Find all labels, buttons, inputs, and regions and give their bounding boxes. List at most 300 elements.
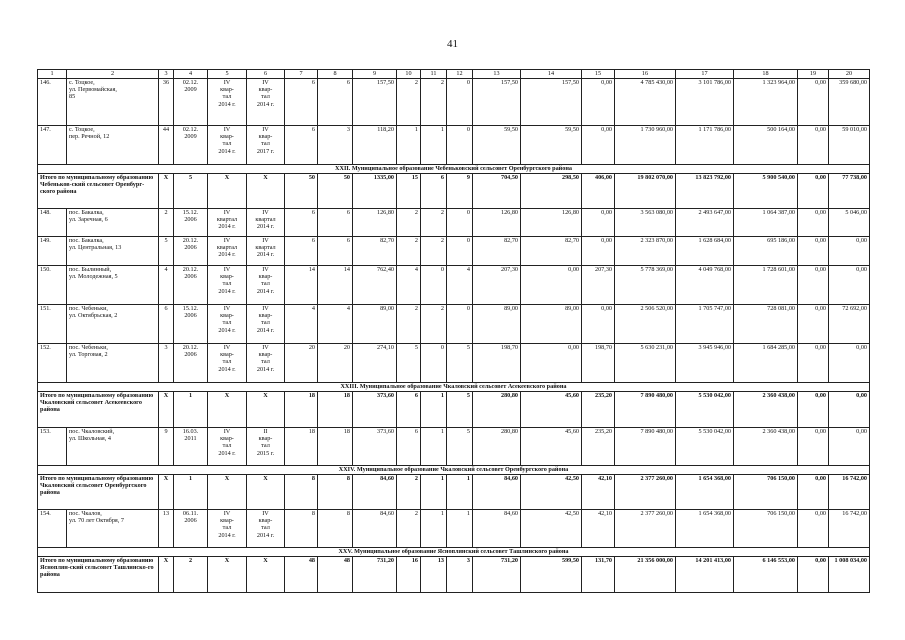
table-cell: 2 bbox=[397, 209, 421, 237]
table-cell: IV квар- тал 2014 г. bbox=[247, 305, 285, 344]
table-row bbox=[38, 126, 870, 165]
section-heading-row bbox=[38, 466, 870, 475]
total-cell: 706 150,00 bbox=[734, 475, 798, 510]
table-cell: 15.12. 2006 bbox=[174, 305, 208, 344]
table-cell: 6 bbox=[318, 237, 353, 266]
table-cell: IV квар- тал 2014 г. bbox=[208, 126, 247, 165]
total-cell: Х bbox=[208, 174, 247, 209]
total-row bbox=[38, 557, 870, 593]
section-heading: XXIV. Муниципальное образование Чкаловский сельсовет Оренбургского района bbox=[38, 466, 870, 475]
table-row bbox=[38, 209, 870, 237]
total-label: Итого по муниципальному образованию Чебеньков-ский сельсовет Оренбург-ского района bbox=[38, 174, 159, 209]
table-cell: 0,00 bbox=[521, 344, 582, 383]
table-cell: 7 890 480,00 bbox=[615, 428, 676, 466]
table-cell: 36 bbox=[159, 79, 174, 126]
table-cell: 0 bbox=[447, 209, 473, 237]
section-heading: XXII. Муниципальное образование Чебеньковский сельсовет Оренбургского района bbox=[38, 165, 870, 174]
total-cell: 21 356 000,00 bbox=[615, 557, 676, 593]
table-cell: IV квар- тал 2014 г. bbox=[208, 305, 247, 344]
table-cell: 2 323 870,00 bbox=[615, 237, 676, 266]
total-row bbox=[38, 392, 870, 428]
total-cell: Х bbox=[208, 392, 247, 428]
header-cell: 18 bbox=[734, 70, 798, 79]
table-cell: 0,00 bbox=[798, 305, 829, 344]
table-cell: 72 692,00 bbox=[829, 305, 870, 344]
header-cell: 16 bbox=[615, 70, 676, 79]
section-heading-row bbox=[38, 383, 870, 392]
table-cell: 5 bbox=[397, 344, 421, 383]
total-cell: 0,00 bbox=[798, 392, 829, 428]
table-cell: 126,80 bbox=[521, 209, 582, 237]
table-cell: 8 bbox=[318, 510, 353, 548]
total-cell: 7 890 480,00 bbox=[615, 392, 676, 428]
total-cell: 599,50 bbox=[521, 557, 582, 593]
table-cell: 16 742,00 bbox=[829, 510, 870, 548]
total-cell: 8 bbox=[318, 475, 353, 510]
header-cell: 5 bbox=[208, 70, 247, 79]
total-cell: 298,50 bbox=[521, 174, 582, 209]
table-cell: 1 bbox=[447, 510, 473, 548]
section-heading-row bbox=[38, 548, 870, 557]
section-heading: XXV. Муниципальное образование Ясноплянский сельсовет Ташлинского района bbox=[38, 548, 870, 557]
row-number: 146. bbox=[38, 79, 67, 126]
total-cell: 731,20 bbox=[353, 557, 397, 593]
total-cell: 704,50 bbox=[473, 174, 521, 209]
total-cell: 0,00 bbox=[798, 475, 829, 510]
total-row bbox=[38, 475, 870, 510]
table-cell: 3 563 080,00 bbox=[615, 209, 676, 237]
total-cell: 5 bbox=[174, 174, 208, 209]
table-cell: IV квартал 2014 г. bbox=[208, 209, 247, 237]
table-cell: 0,00 bbox=[582, 126, 615, 165]
table-row bbox=[38, 510, 870, 548]
table-cell: 14 bbox=[318, 266, 353, 305]
header-cell: 14 bbox=[521, 70, 582, 79]
table-cell: 82,70 bbox=[353, 237, 397, 266]
table-cell: 9 bbox=[159, 428, 174, 466]
table-cell: 1 171 786,00 bbox=[676, 126, 734, 165]
row-number: 152. bbox=[38, 344, 67, 383]
total-cell: 77 738,00 bbox=[829, 174, 870, 209]
table-cell: II квар- тал 2015 г. bbox=[247, 428, 285, 466]
table-cell: 0,00 bbox=[521, 266, 582, 305]
total-cell: Х bbox=[159, 557, 174, 593]
table-cell: 20 bbox=[318, 344, 353, 383]
total-cell: 406,00 bbox=[582, 174, 615, 209]
total-cell: 42,50 bbox=[521, 475, 582, 510]
table-row bbox=[38, 344, 870, 383]
table-cell: 126,80 bbox=[473, 209, 521, 237]
total-cell: 16 742,00 bbox=[829, 475, 870, 510]
table-cell: 6 bbox=[397, 428, 421, 466]
table-cell: 2 bbox=[397, 237, 421, 266]
table-row bbox=[38, 79, 870, 126]
table-cell: 2 493 647,00 bbox=[676, 209, 734, 237]
table-cell: 02.12. 2009 bbox=[174, 126, 208, 165]
table-cell: 0,00 bbox=[829, 266, 870, 305]
table-cell: 20.12. 2006 bbox=[174, 237, 208, 266]
header-cell: 20 bbox=[829, 70, 870, 79]
table-cell: IV квар- тал 2014 г. bbox=[208, 510, 247, 548]
total-cell: Х bbox=[247, 392, 285, 428]
table-cell: 8 bbox=[285, 510, 318, 548]
table-body bbox=[38, 70, 870, 593]
table-cell: 0,00 bbox=[798, 79, 829, 126]
table-cell: 0 bbox=[447, 126, 473, 165]
table-cell: 2 377 260,00 bbox=[615, 510, 676, 548]
table-cell: 20.12. 2006 bbox=[174, 266, 208, 305]
total-cell: 1335,00 bbox=[353, 174, 397, 209]
table-cell: 3 bbox=[159, 344, 174, 383]
table-cell: 1 684 285,00 bbox=[734, 344, 798, 383]
table-cell: 4 bbox=[447, 266, 473, 305]
header-cell: 3 bbox=[159, 70, 174, 79]
table-cell: 5 046,00 bbox=[829, 209, 870, 237]
header-row bbox=[38, 70, 870, 79]
total-cell: 45,60 bbox=[521, 392, 582, 428]
table-cell: 2 360 438,00 bbox=[734, 428, 798, 466]
table-cell: 89,00 bbox=[473, 305, 521, 344]
table-cell: 4 bbox=[318, 305, 353, 344]
total-cell: 1 bbox=[421, 392, 447, 428]
table-cell: 84,60 bbox=[473, 510, 521, 548]
table-cell: 82,70 bbox=[521, 237, 582, 266]
table-cell: 198,70 bbox=[582, 344, 615, 383]
table-cell: 4 049 768,00 bbox=[676, 266, 734, 305]
total-cell: 5 900 540,00 bbox=[734, 174, 798, 209]
table-cell: 762,40 bbox=[353, 266, 397, 305]
table-cell: IV квартал 2014 г. bbox=[247, 237, 285, 266]
section-heading-row bbox=[38, 165, 870, 174]
total-cell: 18 bbox=[285, 392, 318, 428]
table-cell: 2 bbox=[159, 209, 174, 237]
table-cell: 0,00 bbox=[582, 305, 615, 344]
table-cell: 118,20 bbox=[353, 126, 397, 165]
table-cell: 44 bbox=[159, 126, 174, 165]
total-cell: 2 360 438,00 bbox=[734, 392, 798, 428]
table-cell: 6 bbox=[285, 126, 318, 165]
table-cell: 20.12. 2006 bbox=[174, 344, 208, 383]
table-cell: 18 bbox=[318, 428, 353, 466]
table-cell: 1 654 368,00 bbox=[676, 510, 734, 548]
total-cell: 731,20 bbox=[473, 557, 521, 593]
total-cell: 42,10 bbox=[582, 475, 615, 510]
table-cell: 2 bbox=[421, 209, 447, 237]
table-cell: IV квартал 2014 г. bbox=[208, 237, 247, 266]
table-cell: 3 101 786,00 bbox=[676, 79, 734, 126]
table-cell: IV квар- тал 2014 г. bbox=[247, 79, 285, 126]
table-cell: 1 bbox=[421, 126, 447, 165]
table-cell: 13 bbox=[159, 510, 174, 548]
row-number: 147. bbox=[38, 126, 67, 165]
total-cell: 6 bbox=[397, 392, 421, 428]
total-cell: 131,70 bbox=[582, 557, 615, 593]
table-cell: 0,00 bbox=[798, 344, 829, 383]
table-cell: 0 bbox=[447, 305, 473, 344]
table-cell: 0,00 bbox=[798, 428, 829, 466]
table-cell: 4 bbox=[159, 266, 174, 305]
table-cell: IV квар- тал 2014 г. bbox=[247, 266, 285, 305]
table-cell: 14 bbox=[285, 266, 318, 305]
table-cell: 0,00 bbox=[798, 126, 829, 165]
table-cell: IV квар- тал 2014 г. bbox=[247, 344, 285, 383]
table-cell: 1 bbox=[421, 428, 447, 466]
header-cell: 10 bbox=[397, 70, 421, 79]
table-cell: 45,60 bbox=[521, 428, 582, 466]
section-heading: XXIII. Муниципальное образование Чкаловский сельсовет Асекеевского района bbox=[38, 383, 870, 392]
header-cell: 4 bbox=[174, 70, 208, 79]
table-cell: 1 705 747,00 bbox=[676, 305, 734, 344]
table-cell: 2 bbox=[397, 305, 421, 344]
total-cell: 48 bbox=[318, 557, 353, 593]
table-cell: 82,70 bbox=[473, 237, 521, 266]
table-cell: 0,00 bbox=[829, 428, 870, 466]
table-cell: 0 bbox=[447, 237, 473, 266]
total-cell: Х bbox=[208, 475, 247, 510]
total-cell: 1 654 368,00 bbox=[676, 475, 734, 510]
total-cell: 14 201 413,00 bbox=[676, 557, 734, 593]
total-cell: 1 bbox=[174, 392, 208, 428]
table-cell: 2 bbox=[421, 79, 447, 126]
row-number: 151. bbox=[38, 305, 67, 344]
table-cell: 207,30 bbox=[582, 266, 615, 305]
address-cell: пос. Бакалка, ул. Заречная, 6 bbox=[67, 209, 159, 237]
table-cell: 84,60 bbox=[353, 510, 397, 548]
table-cell: 198,70 bbox=[473, 344, 521, 383]
total-cell: 1 bbox=[421, 475, 447, 510]
table-cell: 2 bbox=[397, 79, 421, 126]
table-row bbox=[38, 237, 870, 266]
table-cell: 0 bbox=[447, 79, 473, 126]
table-cell: IV квар- тал 2014 г. bbox=[208, 428, 247, 466]
table-cell: 3 bbox=[318, 126, 353, 165]
header-cell: 9 bbox=[353, 70, 397, 79]
table-cell: 1 628 684,00 bbox=[676, 237, 734, 266]
total-cell: Х bbox=[247, 557, 285, 593]
row-number: 150. bbox=[38, 266, 67, 305]
total-cell: 235,20 bbox=[582, 392, 615, 428]
table-cell: IV квар- тал 2017 г. bbox=[247, 126, 285, 165]
total-cell: 2 377 260,00 bbox=[615, 475, 676, 510]
table-cell: 0,00 bbox=[798, 237, 829, 266]
total-cell: 3 bbox=[447, 557, 473, 593]
table-cell: 3 945 946,00 bbox=[676, 344, 734, 383]
header-cell: 1 bbox=[38, 70, 67, 79]
total-cell: 373,60 bbox=[353, 392, 397, 428]
table-cell: IV квар- тал 2014 г. bbox=[247, 510, 285, 548]
table-cell: 2 bbox=[397, 510, 421, 548]
table-cell: IV квар- тал 2014 г. bbox=[208, 266, 247, 305]
total-cell: 84,60 bbox=[473, 475, 521, 510]
row-number: 149. bbox=[38, 237, 67, 266]
total-cell: 2 bbox=[397, 475, 421, 510]
table-cell: 5 bbox=[447, 428, 473, 466]
table-cell: 0,00 bbox=[582, 79, 615, 126]
table-cell: 89,00 bbox=[521, 305, 582, 344]
table-cell: 06.11. 2006 bbox=[174, 510, 208, 548]
header-cell: 8 bbox=[318, 70, 353, 79]
total-cell: 13 bbox=[421, 557, 447, 593]
total-cell: Х bbox=[208, 557, 247, 593]
total-cell: 8 bbox=[285, 475, 318, 510]
table-cell: 1 728 601,00 bbox=[734, 266, 798, 305]
table-cell: 0 bbox=[421, 344, 447, 383]
table-cell: 2 bbox=[421, 237, 447, 266]
total-cell: 15 bbox=[397, 174, 421, 209]
page-number: 41 bbox=[447, 38, 458, 50]
table-cell: 5 778 369,00 bbox=[615, 266, 676, 305]
row-number: 154. bbox=[38, 510, 67, 548]
table-cell: 706 150,00 bbox=[734, 510, 798, 548]
table-cell: 2 bbox=[421, 305, 447, 344]
table-row bbox=[38, 266, 870, 305]
total-cell: 6 bbox=[421, 174, 447, 209]
address-cell: пос. Чебеньки, ул. Октябрьская, 2 bbox=[67, 305, 159, 344]
total-label: Итого по муниципальному образованию Ясноплян-ский сельсовет Ташлинско-го района bbox=[38, 557, 159, 593]
row-number: 153. bbox=[38, 428, 67, 466]
header-cell: 7 bbox=[285, 70, 318, 79]
table-cell: 157,50 bbox=[353, 79, 397, 126]
table-cell: 5 bbox=[159, 237, 174, 266]
address-cell: с. Тоцкое, ул. Первомайская, 85 bbox=[67, 79, 159, 126]
total-cell: 9 bbox=[447, 174, 473, 209]
address-cell: пос. Чкалов, ул. 70 лет Октября, 7 bbox=[67, 510, 159, 548]
address-cell: с. Тоцкое, пер. Речной, 12 bbox=[67, 126, 159, 165]
table-cell: 157,50 bbox=[473, 79, 521, 126]
table-cell: 59 010,00 bbox=[829, 126, 870, 165]
total-label: Итого по муниципальному образованию Чкаловский сельсовет Оренбургского района bbox=[38, 475, 159, 510]
table-cell: 42,50 bbox=[521, 510, 582, 548]
table-cell: 126,80 bbox=[353, 209, 397, 237]
table-cell: 5 530 042,00 bbox=[676, 428, 734, 466]
table-cell: 16.03. 2011 bbox=[174, 428, 208, 466]
table-cell: 0,00 bbox=[798, 266, 829, 305]
table-cell: 6 bbox=[285, 209, 318, 237]
table-cell: 695 186,00 bbox=[734, 237, 798, 266]
table-cell: IV квар- тал 2014 г. bbox=[208, 79, 247, 126]
housing-program-table bbox=[37, 69, 870, 593]
table-cell: 0 bbox=[421, 266, 447, 305]
table-cell: 0,00 bbox=[829, 237, 870, 266]
table-cell: 6 bbox=[318, 209, 353, 237]
table-cell: 2 506 520,00 bbox=[615, 305, 676, 344]
total-cell: Х bbox=[159, 174, 174, 209]
table-cell: 6 bbox=[285, 237, 318, 266]
table-cell: 0,00 bbox=[798, 510, 829, 548]
total-cell: 19 802 070,00 bbox=[615, 174, 676, 209]
header-cell: 19 bbox=[798, 70, 829, 79]
table-cell: 0,00 bbox=[798, 209, 829, 237]
table-cell: 02.12. 2009 bbox=[174, 79, 208, 126]
total-cell: Х bbox=[159, 392, 174, 428]
address-cell: пос. Чебеньки, ул. Торговая, 2 bbox=[67, 344, 159, 383]
table-cell: 59,50 bbox=[521, 126, 582, 165]
total-cell: 1 bbox=[174, 475, 208, 510]
table-cell: 6 bbox=[159, 305, 174, 344]
table-cell: 4 bbox=[397, 266, 421, 305]
row-number: 148. bbox=[38, 209, 67, 237]
table-cell: 1 bbox=[397, 126, 421, 165]
table-row bbox=[38, 305, 870, 344]
table-cell: 1 323 964,00 bbox=[734, 79, 798, 126]
total-cell: 0,00 bbox=[798, 557, 829, 593]
table-cell: 207,30 bbox=[473, 266, 521, 305]
header-cell: 17 bbox=[676, 70, 734, 79]
table-cell: 373,60 bbox=[353, 428, 397, 466]
total-cell: 6 146 553,00 bbox=[734, 557, 798, 593]
total-label: Итого по муниципальному образованию Чкаловский сельсовет Асекеевского района bbox=[38, 392, 159, 428]
table-cell: 157,50 bbox=[521, 79, 582, 126]
table-cell: 0,00 bbox=[582, 209, 615, 237]
header-cell: 11 bbox=[421, 70, 447, 79]
table-cell: 20 bbox=[285, 344, 318, 383]
total-cell: Х bbox=[247, 475, 285, 510]
table-cell: 6 bbox=[318, 79, 353, 126]
table-cell: 500 164,00 bbox=[734, 126, 798, 165]
total-cell: 48 bbox=[285, 557, 318, 593]
total-cell: 5 bbox=[447, 392, 473, 428]
table-cell: 359 680,00 bbox=[829, 79, 870, 126]
table-cell: 6 bbox=[285, 79, 318, 126]
table-cell: 89,00 bbox=[353, 305, 397, 344]
total-cell: 1 008 034,00 bbox=[829, 557, 870, 593]
table-cell: 1 730 960,00 bbox=[615, 126, 676, 165]
table-cell: 235,20 bbox=[582, 428, 615, 466]
total-cell: 13 823 792,00 bbox=[676, 174, 734, 209]
total-cell: 0,00 bbox=[829, 392, 870, 428]
table-cell: 42,10 bbox=[582, 510, 615, 548]
total-cell: 50 bbox=[318, 174, 353, 209]
table-cell: 5 630 231,00 bbox=[615, 344, 676, 383]
total-cell: 0,00 bbox=[798, 174, 829, 209]
table-cell: 5 bbox=[447, 344, 473, 383]
table-cell: 1 064 387,00 bbox=[734, 209, 798, 237]
total-row bbox=[38, 174, 870, 209]
table-row bbox=[38, 428, 870, 466]
total-cell: 16 bbox=[397, 557, 421, 593]
table-cell: 15.12. 2006 bbox=[174, 209, 208, 237]
table-cell: 0,00 bbox=[582, 237, 615, 266]
table-cell: 18 bbox=[285, 428, 318, 466]
address-cell: пос. Бакалка, ул. Центральная, 13 bbox=[67, 237, 159, 266]
table-cell: 280,80 bbox=[473, 428, 521, 466]
header-cell: 12 bbox=[447, 70, 473, 79]
total-cell: 18 bbox=[318, 392, 353, 428]
table-cell: 4 bbox=[285, 305, 318, 344]
address-cell: пос. Чкаловский, ул. Школьная, 4 bbox=[67, 428, 159, 466]
header-cell: 6 bbox=[247, 70, 285, 79]
total-cell: Х bbox=[247, 174, 285, 209]
address-cell: пос. Былинный, ул. Молодежная, 5 bbox=[67, 266, 159, 305]
table-cell: 4 785 430,00 bbox=[615, 79, 676, 126]
table-cell: IV квар- тал 2014 г. bbox=[208, 344, 247, 383]
table-cell: 1 bbox=[421, 510, 447, 548]
total-cell: 84,60 bbox=[353, 475, 397, 510]
table-cell: 59,50 bbox=[473, 126, 521, 165]
total-cell: 280,80 bbox=[473, 392, 521, 428]
header-cell: 13 bbox=[473, 70, 521, 79]
total-cell: 50 bbox=[285, 174, 318, 209]
header-cell: 15 bbox=[582, 70, 615, 79]
table-cell: 274,10 bbox=[353, 344, 397, 383]
total-cell: 2 bbox=[174, 557, 208, 593]
header-cell: 2 bbox=[67, 70, 159, 79]
total-cell: 5 530 042,00 bbox=[676, 392, 734, 428]
table-cell: 0,00 bbox=[829, 344, 870, 383]
table-cell: IV квартал 2014 г. bbox=[247, 209, 285, 237]
table-cell: 728 081,00 bbox=[734, 305, 798, 344]
total-cell: Х bbox=[159, 475, 174, 510]
